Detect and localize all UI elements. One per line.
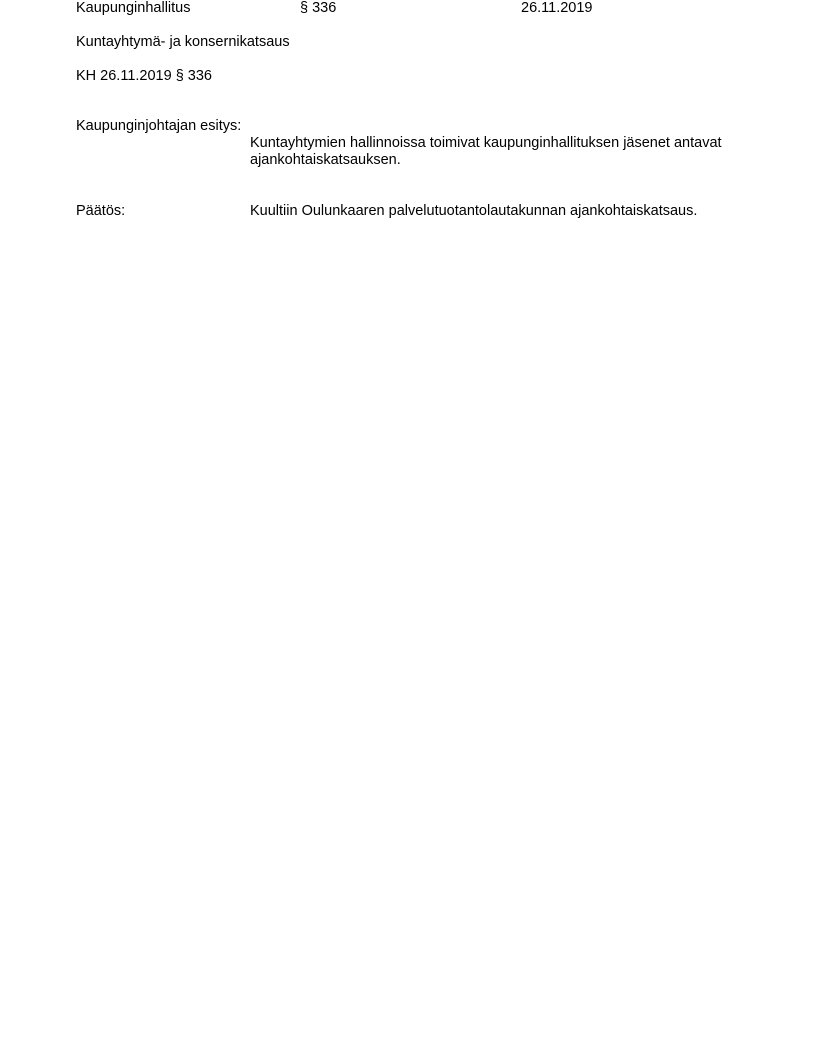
proposal-text: Kuntayhtymien hallinnoissa toimivat kaupunginhallituksen jäsenet antavat ajankohtaiskatsauksen. xyxy=(250,135,722,168)
decision-text: Kuultiin Oulunkaaren palvelutuotantolautakunnan ajankohtaiskatsaus. xyxy=(250,203,698,219)
item-reference: KH 26.11.2019 § 336 xyxy=(76,68,212,84)
header-date: 26.11.2019 xyxy=(521,0,593,16)
item-title: Kuntayhtymä- ja konsernikatsaus xyxy=(76,34,290,50)
header-section-number: § 336 xyxy=(300,0,337,16)
proposal-label: Kaupunginjohtajan esitys: xyxy=(76,118,242,134)
header-body-name: Kaupunginhallitus xyxy=(76,0,191,16)
decision-label: Päätös: xyxy=(76,203,126,219)
